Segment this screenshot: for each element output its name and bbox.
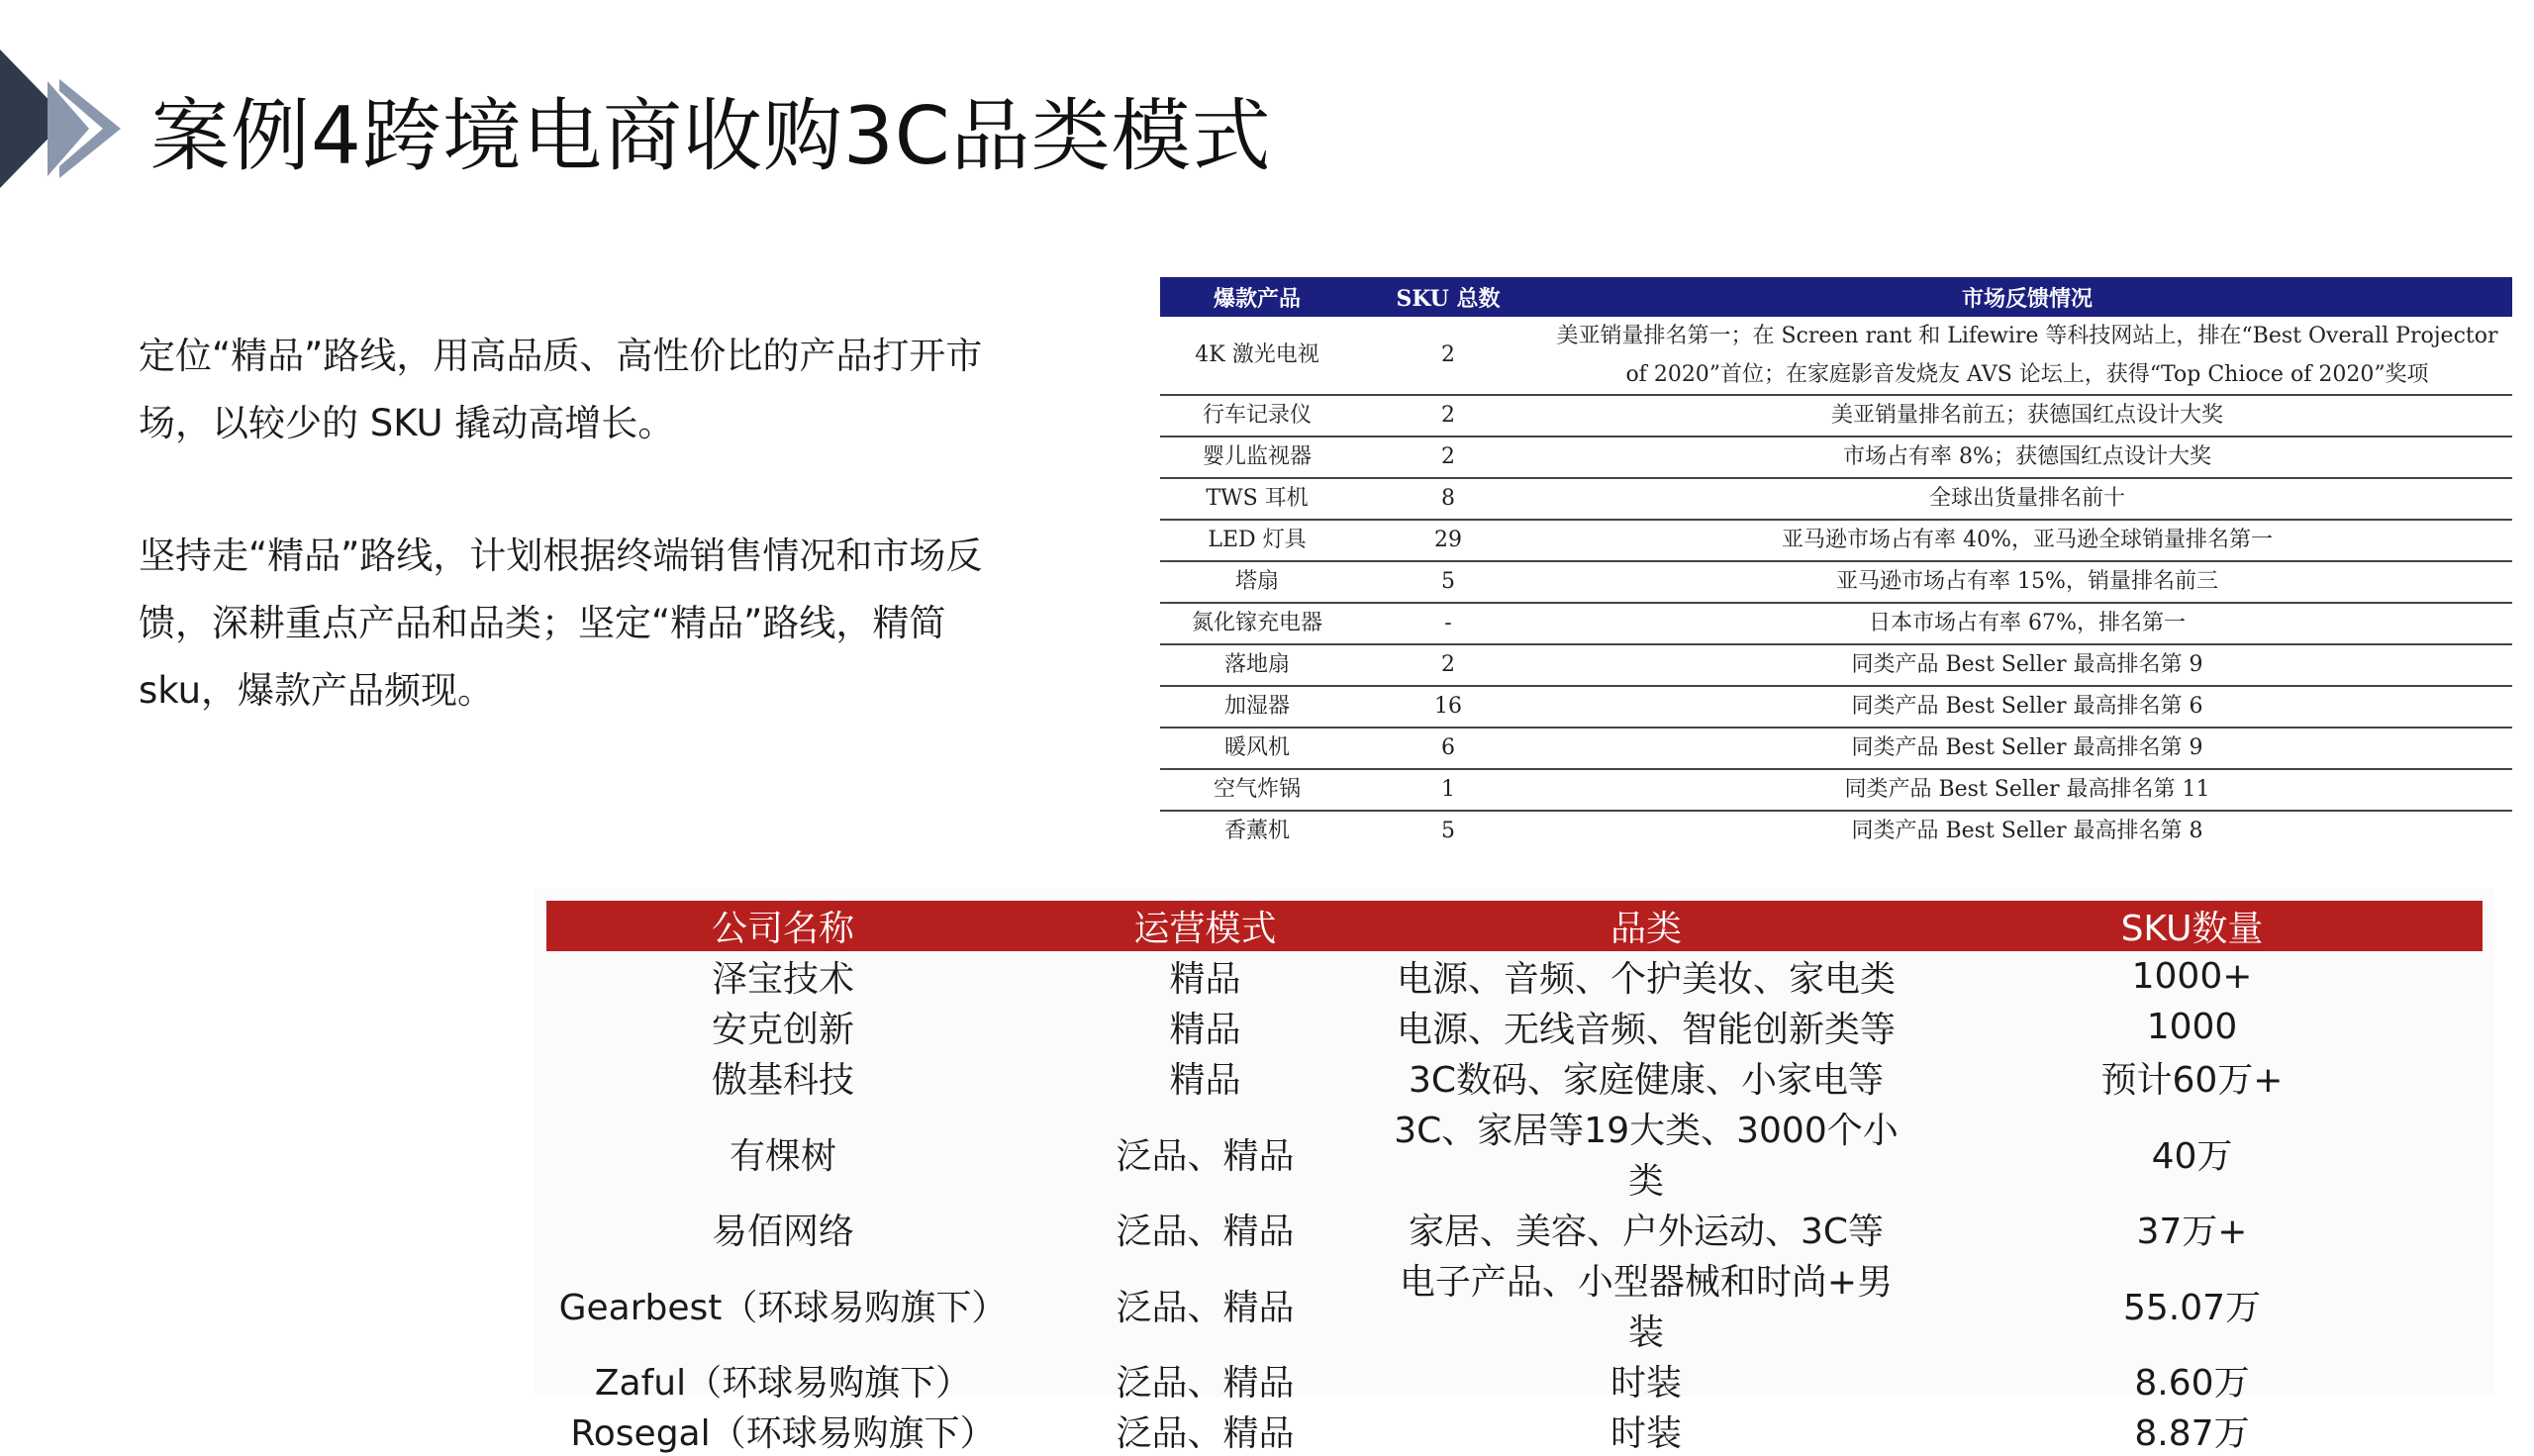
page-title: 案例4跨境电商收购3C品类模式 bbox=[150, 90, 1272, 182]
table-header-row bbox=[546, 901, 2483, 951]
column-header-sku: SKU 总数 bbox=[1354, 277, 1542, 317]
cell-sku: 8 bbox=[1354, 478, 1542, 520]
cell-sku-count: 1000+ bbox=[2131, 956, 2253, 997]
cell-feedback: 同类产品 Best Seller 最高排名第 6 bbox=[1542, 686, 2512, 728]
paragraph-strategy: 坚持走“精品”路线，计划根据终端销售情况和市场反馈，深耕重点产品和品类；坚定“精品”路线，精简 sku，爆款产品频现。 bbox=[139, 534, 983, 712]
cell-sku-count: 8.87万 bbox=[2134, 1413, 2250, 1454]
cell-sku: 2 bbox=[1354, 395, 1542, 437]
table-row bbox=[1160, 686, 2512, 728]
cell-sku: 16 bbox=[1354, 686, 1542, 728]
cell-product: 塔扇 bbox=[1160, 561, 1354, 603]
cell-sku: - bbox=[1354, 603, 1542, 644]
cell-company: Gearbest（环球易购旗下） bbox=[558, 1287, 1008, 1328]
table-row bbox=[1160, 317, 2512, 395]
column-header-category: 品类 bbox=[1391, 901, 1901, 951]
cell-product: 行车记录仪 bbox=[1160, 395, 1354, 437]
table-row bbox=[1160, 437, 2512, 478]
cell-feedback: 同类产品 Best Seller 最高排名第 8 bbox=[1851, 819, 2203, 843]
cell-sku-count: 37万+ bbox=[2136, 1212, 2248, 1252]
cell-sku: 2 bbox=[1354, 317, 1542, 395]
table-row bbox=[1160, 769, 2512, 811]
cell-company: 有棵树 bbox=[729, 1135, 836, 1177]
cell-product: TWS 耳机 bbox=[1160, 478, 1354, 520]
cell-product: 香薰机 bbox=[1223, 819, 1290, 843]
table-row bbox=[546, 1204, 2483, 1254]
cell-mode: 精品 bbox=[1169, 1010, 1241, 1050]
cell-category: 时装 bbox=[1609, 1363, 1682, 1404]
company-comparison-table bbox=[546, 901, 2483, 1456]
cell-sku: 5 bbox=[1354, 561, 1542, 603]
cell-feedback: 美亚销量排名前五；获德国红点设计大奖 bbox=[1542, 395, 2512, 437]
cell-mode: 泛品、精品 bbox=[1116, 1135, 1295, 1177]
cell-feedback: 亚马逊市场占有率 15%，销量排名前三 bbox=[1542, 561, 2512, 603]
cell-product: 空气炸锅 bbox=[1160, 769, 1354, 811]
cell-product: LED 灯具 bbox=[1160, 520, 1354, 561]
cell-sku: 5 bbox=[1441, 819, 1455, 843]
cell-company: 傲基科技 bbox=[711, 1060, 854, 1101]
table-row bbox=[546, 1002, 2483, 1052]
cell-category: 时装 bbox=[1609, 1413, 1682, 1454]
cell-mode: 泛品、精品 bbox=[1116, 1413, 1295, 1454]
cell-category: 家居、美容、户外运动、3C等 bbox=[1408, 1212, 1885, 1252]
cell-feedback: 市场占有率 8%；获德国红点设计大奖 bbox=[1542, 437, 2512, 478]
cell-product: 落地扇 bbox=[1160, 644, 1354, 686]
cell-mode: 泛品、精品 bbox=[1116, 1212, 1295, 1252]
table-row bbox=[546, 1254, 2483, 1355]
cell-sku-count: 55.07万 bbox=[2122, 1287, 2262, 1328]
cell-mode: 泛品、精品 bbox=[1116, 1363, 1295, 1404]
table-row bbox=[1160, 520, 2512, 561]
cell-sku-count: 40万 bbox=[2151, 1135, 2233, 1177]
table-row bbox=[1160, 478, 2512, 520]
cell-feedback: 全球出货量排名前十 bbox=[1542, 478, 2512, 520]
table-row bbox=[546, 1103, 2483, 1204]
paragraph-positioning: 定位“精品”路线，用高品质、高性价比的产品打开市场，以较少的 SKU 撬动高增长。 bbox=[139, 335, 983, 444]
table-row bbox=[1160, 603, 2512, 644]
title-arrow-decoration bbox=[0, 49, 129, 208]
table-row bbox=[546, 1406, 2483, 1456]
cell-company: 泽宝技术 bbox=[711, 959, 854, 1000]
cell-sku: 6 bbox=[1354, 728, 1542, 769]
table-row bbox=[1160, 644, 2512, 686]
cell-product: 氮化镓充电器 bbox=[1160, 603, 1354, 644]
table-row bbox=[546, 1052, 2483, 1103]
table-row bbox=[1160, 395, 2512, 437]
cell-category: 3C、家居等19大类、3000个小类 bbox=[1394, 1111, 1899, 1202]
table-row bbox=[1160, 728, 2512, 769]
cell-feedback: 同类产品 Best Seller 最高排名第 11 bbox=[1542, 769, 2512, 811]
cell-product: 暖风机 bbox=[1160, 728, 1354, 769]
cell-sku: 29 bbox=[1354, 520, 1542, 561]
cell-sku: 2 bbox=[1354, 437, 1542, 478]
cell-mode: 精品 bbox=[1169, 1060, 1241, 1101]
column-header-feedback: 市场反馈情况 bbox=[1542, 277, 2512, 317]
cell-sku-count: 预计60万+ bbox=[2100, 1060, 2284, 1101]
cell-company: Zaful（环球易购旗下） bbox=[594, 1363, 972, 1404]
cell-feedback: 亚马逊市场占有率 40%，亚马逊全球销量排名第一 bbox=[1542, 520, 2512, 561]
bestseller-products-table bbox=[1160, 277, 2512, 851]
cell-feedback: 美亚销量排名第一；在 Screen rant 和 Lifewire 等科技网站上，排在“Best Overall Projector of 2020”首位；在家庭影音发烧友 AVS 论坛上，获得“Top Chioce of 2020”奖项 bbox=[1542, 317, 2512, 395]
column-header-company: 公司名称 bbox=[546, 901, 1020, 951]
table-row bbox=[1160, 811, 2512, 851]
cell-sku: 1 bbox=[1354, 769, 1542, 811]
cell-feedback: 日本市场占有率 67%，排名第一 bbox=[1542, 603, 2512, 644]
cell-product: 婴儿监视器 bbox=[1160, 437, 1354, 478]
cell-sku-count: 1000 bbox=[2146, 1007, 2238, 1047]
cell-company: 安克创新 bbox=[711, 1010, 854, 1050]
table-row bbox=[1160, 561, 2512, 603]
cell-product: 4K 激光电视 bbox=[1160, 317, 1354, 395]
cell-category: 电子产品、小型器械和时尚+男装 bbox=[1399, 1262, 1894, 1353]
cell-company: Rosegal（环球易购旗下） bbox=[570, 1413, 996, 1454]
table-header-row bbox=[1160, 277, 2512, 317]
table-row bbox=[546, 1355, 2483, 1406]
cell-sku-count: 8.60万 bbox=[2134, 1363, 2250, 1404]
cell-feedback: 同类产品 Best Seller 最高排名第 9 bbox=[1542, 644, 2512, 686]
cell-feedback: 同类产品 Best Seller 最高排名第 9 bbox=[1542, 728, 2512, 769]
column-header-product: 爆款产品 bbox=[1160, 277, 1354, 317]
cell-sku: 2 bbox=[1354, 644, 1542, 686]
table-row bbox=[546, 951, 2483, 1002]
cell-category: 电源、音频、个护美妆、家电类 bbox=[1396, 959, 1896, 1000]
column-header-mode: 运营模式 bbox=[1020, 901, 1391, 951]
cell-category: 3C数码、家庭健康、小家电等 bbox=[1408, 1060, 1885, 1101]
cell-category: 电源、无线音频、智能创新类等 bbox=[1396, 1010, 1896, 1050]
company-comparison-panel bbox=[535, 889, 2494, 1454]
cell-mode: 精品 bbox=[1169, 959, 1241, 1000]
cell-mode: 泛品、精品 bbox=[1116, 1287, 1295, 1328]
column-header-sku-count: SKU数量 bbox=[1901, 901, 2483, 951]
cell-company: 易佰网络 bbox=[711, 1212, 854, 1252]
cell-product: 加湿器 bbox=[1160, 686, 1354, 728]
